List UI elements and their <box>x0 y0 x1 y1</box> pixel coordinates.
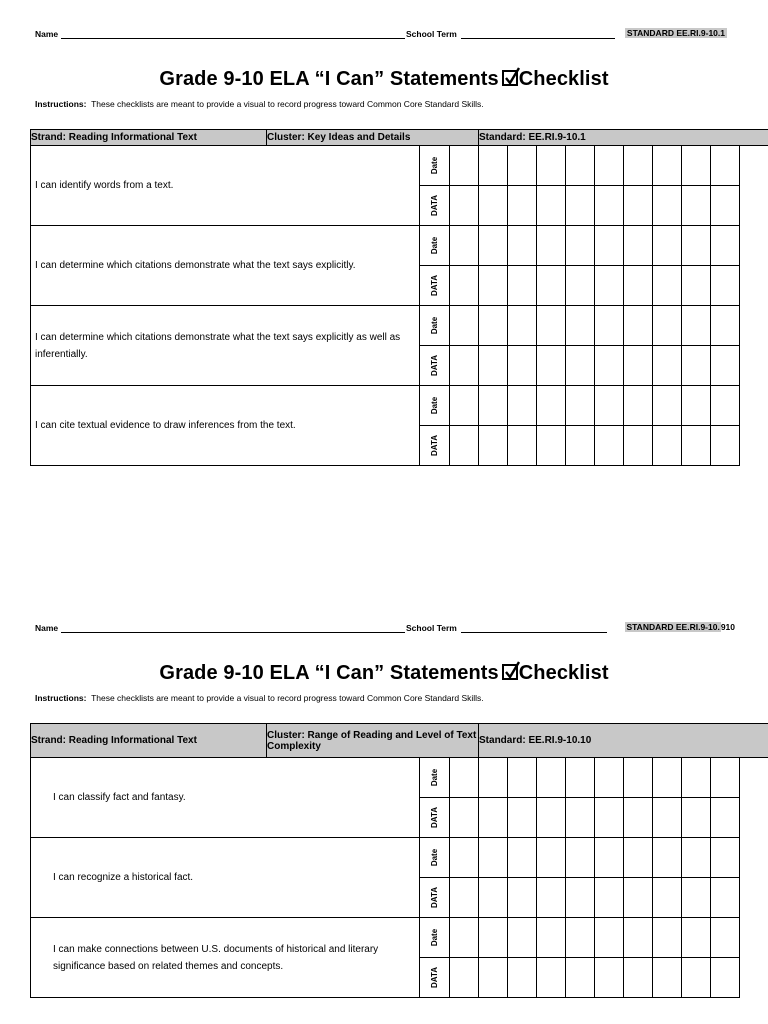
data-label-text: DATA <box>430 194 439 217</box>
data-entry-cell[interactable] <box>711 426 740 466</box>
date-entry-cell[interactable] <box>624 386 653 426</box>
date-entry-cell[interactable] <box>595 758 624 798</box>
date-entry-cell[interactable] <box>682 146 711 186</box>
date-entry-cell[interactable] <box>682 386 711 426</box>
data-label-text: DATA <box>430 806 439 829</box>
data-entry-cell[interactable] <box>537 798 566 838</box>
data-entry-cell[interactable] <box>537 186 566 226</box>
date-entry-cell[interactable] <box>711 306 740 346</box>
data-entry-cell[interactable] <box>624 958 653 998</box>
name-field[interactable] <box>61 38 405 39</box>
data-entry-cell[interactable] <box>595 798 624 838</box>
data-entry-cell[interactable] <box>450 878 479 918</box>
date-entry-cell[interactable] <box>624 306 653 346</box>
data-row-label <box>420 878 450 918</box>
data-entry-cell[interactable] <box>450 266 479 306</box>
school-term-label: School Term <box>406 623 457 633</box>
data-entry-cell[interactable] <box>595 958 624 998</box>
date-entry-cell[interactable] <box>653 386 682 426</box>
data-label-text: DATA <box>430 354 439 377</box>
data-entry-cell[interactable] <box>508 266 537 306</box>
i-can-statement: I can cite textual evidence to draw inferences from the text. <box>31 386 420 466</box>
date-entry-cell[interactable] <box>653 838 682 878</box>
date-row-label <box>420 306 450 346</box>
data-entry-cell[interactable] <box>537 346 566 386</box>
data-entry-cell[interactable] <box>566 266 595 306</box>
header-line <box>35 29 735 43</box>
date-entry-cell[interactable] <box>537 758 566 798</box>
instructions-text: These checklists are meant to provide a visual to record progress toward Common Core Standard Skills. <box>91 693 484 703</box>
data-entry-cell[interactable] <box>450 346 479 386</box>
date-entry-cell[interactable] <box>508 306 537 346</box>
date-row-label <box>420 386 450 426</box>
date-entry-cell[interactable] <box>624 226 653 266</box>
school-term-label: School Term <box>406 29 457 39</box>
data-entry-cell[interactable] <box>682 346 711 386</box>
date-entry-cell[interactable] <box>711 386 740 426</box>
checklist-row-date <box>31 226 768 266</box>
data-entry-cell[interactable] <box>595 878 624 918</box>
date-entry-cell[interactable] <box>508 146 537 186</box>
data-entry-cell[interactable] <box>653 266 682 306</box>
date-label-text: Date <box>430 316 439 335</box>
standard-tag <box>625 622 735 632</box>
table-header-row <box>31 724 768 758</box>
date-label-text: Date <box>430 396 439 415</box>
date-entry-cell[interactable] <box>479 758 508 798</box>
data-entry-cell[interactable] <box>479 266 508 306</box>
data-entry-cell[interactable] <box>653 186 682 226</box>
date-entry-cell[interactable] <box>682 758 711 798</box>
date-entry-cell[interactable] <box>711 838 740 878</box>
name-label: Name <box>35 623 59 633</box>
date-entry-cell[interactable] <box>479 226 508 266</box>
checklist-row-date <box>31 838 768 878</box>
date-entry-cell[interactable] <box>595 146 624 186</box>
date-entry-cell[interactable] <box>711 146 740 186</box>
data-label-text: DATA <box>430 274 439 297</box>
date-label-text: Date <box>430 768 439 787</box>
date-entry-cell[interactable] <box>508 838 537 878</box>
data-entry-cell[interactable] <box>624 798 653 838</box>
name-field[interactable] <box>61 632 405 633</box>
date-entry-cell[interactable] <box>566 226 595 266</box>
date-entry-cell[interactable] <box>653 918 682 958</box>
date-entry-cell[interactable] <box>479 386 508 426</box>
date-entry-cell[interactable] <box>566 306 595 346</box>
data-entry-cell[interactable] <box>595 186 624 226</box>
date-entry-cell[interactable] <box>450 918 479 958</box>
data-entry-cell[interactable] <box>566 878 595 918</box>
date-entry-cell[interactable] <box>682 918 711 958</box>
data-entry-cell[interactable] <box>450 186 479 226</box>
date-entry-cell[interactable] <box>682 838 711 878</box>
standard-tag: STANDARD EE.RI.9-10.1 <box>626 28 725 38</box>
date-entry-cell[interactable] <box>711 918 740 958</box>
strand-cell: Strand: Reading Informational Text <box>31 130 267 146</box>
checklist-row-date <box>31 306 768 346</box>
data-entry-cell[interactable] <box>450 958 479 998</box>
data-entry-cell[interactable] <box>682 958 711 998</box>
checklist-row-date <box>31 758 768 798</box>
data-entry-cell[interactable] <box>537 426 566 466</box>
data-entry-cell[interactable] <box>566 798 595 838</box>
data-entry-cell[interactable] <box>479 186 508 226</box>
date-entry-cell[interactable] <box>479 918 508 958</box>
checkbox-checked-icon <box>502 70 518 86</box>
title-text-suffix: Checklist <box>518 68 609 90</box>
data-entry-cell[interactable] <box>537 878 566 918</box>
data-entry-cell[interactable] <box>653 346 682 386</box>
data-entry-cell[interactable] <box>508 958 537 998</box>
page-title <box>0 662 768 685</box>
date-entry-cell[interactable] <box>479 146 508 186</box>
date-entry-cell[interactable] <box>566 758 595 798</box>
data-row-label <box>420 186 450 226</box>
date-entry-cell[interactable] <box>537 838 566 878</box>
data-entry-cell[interactable] <box>595 426 624 466</box>
data-entry-cell[interactable] <box>566 426 595 466</box>
date-entry-cell[interactable] <box>595 226 624 266</box>
date-row-label <box>420 838 450 878</box>
date-entry-cell[interactable] <box>624 146 653 186</box>
data-entry-cell[interactable] <box>537 958 566 998</box>
date-entry-cell[interactable] <box>537 146 566 186</box>
date-entry-cell[interactable] <box>537 918 566 958</box>
data-label-text: DATA <box>430 886 439 909</box>
title-text: Grade 9-10 ELA “I Can” Statements <box>159 68 499 90</box>
data-entry-cell[interactable] <box>682 186 711 226</box>
header-line <box>35 623 735 637</box>
standard-cell: Standard: EE.RI.9-10.10 <box>479 724 768 758</box>
data-entry-cell[interactable] <box>566 958 595 998</box>
date-entry-cell[interactable] <box>508 918 537 958</box>
i-can-statement: I can determine which citations demonstrate what the text says explicitly. <box>31 226 420 306</box>
data-entry-cell[interactable] <box>682 426 711 466</box>
date-entry-cell[interactable] <box>508 226 537 266</box>
title-text: Grade 9-10 ELA “I Can” Statements <box>159 662 499 684</box>
page-title <box>0 68 768 91</box>
table-header-row <box>31 130 768 146</box>
date-label-text: Date <box>430 928 439 947</box>
date-entry-cell[interactable] <box>624 838 653 878</box>
date-entry-cell[interactable] <box>653 146 682 186</box>
instructions <box>35 693 755 703</box>
date-entry-cell[interactable] <box>711 226 740 266</box>
standard-cell: Standard: EE.RI.9-10.1 <box>479 130 768 146</box>
i-can-statement: I can determine which citations demonstrate what the text says explicitly as well as inferentially. <box>31 306 420 386</box>
date-row-label <box>420 226 450 266</box>
date-entry-cell[interactable] <box>653 226 682 266</box>
instructions-label: Instructions: <box>35 99 87 109</box>
data-entry-cell[interactable] <box>624 426 653 466</box>
i-can-statement: I can identify words from a text. <box>31 146 420 226</box>
data-entry-cell[interactable] <box>566 346 595 386</box>
date-entry-cell[interactable] <box>624 918 653 958</box>
date-entry-cell[interactable] <box>566 838 595 878</box>
data-entry-cell[interactable] <box>566 186 595 226</box>
date-entry-cell[interactable] <box>450 838 479 878</box>
instructions-label: Instructions: <box>35 693 87 703</box>
date-entry-cell[interactable] <box>537 386 566 426</box>
data-row-label <box>420 426 450 466</box>
date-row-label <box>420 146 450 186</box>
data-entry-cell[interactable] <box>711 266 740 306</box>
data-entry-cell[interactable] <box>624 346 653 386</box>
data-label-text: DATA <box>430 434 439 457</box>
date-entry-cell[interactable] <box>450 226 479 266</box>
name-label: Name <box>35 29 59 39</box>
checklist-table <box>30 723 768 998</box>
i-can-statement: I can recognize a historical fact. <box>31 838 420 918</box>
i-can-statement: I can make connections between U.S. documents of historical and literary significance based on related themes and concepts. <box>31 918 420 998</box>
data-row-label <box>420 346 450 386</box>
data-entry-cell[interactable] <box>653 958 682 998</box>
data-row-label <box>420 798 450 838</box>
data-entry-cell[interactable] <box>479 878 508 918</box>
date-entry-cell[interactable] <box>508 758 537 798</box>
date-entry-cell[interactable] <box>653 758 682 798</box>
instructions-text: These checklists are meant to provide a visual to record progress toward Common Core Standard Skills. <box>91 99 484 109</box>
date-entry-cell[interactable] <box>508 386 537 426</box>
data-entry-cell[interactable] <box>479 958 508 998</box>
checklist-row-date <box>31 146 768 186</box>
date-entry-cell[interactable] <box>566 918 595 958</box>
date-entry-cell[interactable] <box>479 306 508 346</box>
date-label-text: Date <box>430 236 439 255</box>
standard-tag-highlight: STANDARD EE.RI.9-10. <box>626 622 720 632</box>
data-entry-cell[interactable] <box>479 346 508 386</box>
date-entry-cell[interactable] <box>450 146 479 186</box>
instructions <box>35 99 755 109</box>
date-entry-cell[interactable] <box>711 758 740 798</box>
data-entry-cell[interactable] <box>682 266 711 306</box>
date-label-text: Date <box>430 848 439 867</box>
date-entry-cell[interactable] <box>595 306 624 346</box>
title-text-suffix: Checklist <box>518 662 609 684</box>
data-entry-cell[interactable] <box>479 798 508 838</box>
date-row-label <box>420 918 450 958</box>
date-entry-cell[interactable] <box>537 306 566 346</box>
checklist-row-date <box>31 386 768 426</box>
date-entry-cell[interactable] <box>653 306 682 346</box>
data-entry-cell[interactable] <box>595 266 624 306</box>
date-entry-cell[interactable] <box>595 918 624 958</box>
data-entry-cell[interactable] <box>450 426 479 466</box>
data-entry-cell[interactable] <box>450 798 479 838</box>
date-label-text: Date <box>430 156 439 175</box>
data-row-label <box>420 958 450 998</box>
data-entry-cell[interactable] <box>508 798 537 838</box>
school-term-field[interactable] <box>461 38 615 39</box>
date-entry-cell[interactable] <box>566 386 595 426</box>
checklist-table <box>30 129 768 466</box>
cluster-cell: Cluster: Key Ideas and Details <box>267 130 479 146</box>
date-entry-cell[interactable] <box>450 306 479 346</box>
date-entry-cell[interactable] <box>595 838 624 878</box>
cluster-cell: Cluster: Range of Reading and Level of Text Complexity <box>267 724 479 758</box>
data-entry-cell[interactable] <box>711 798 740 838</box>
data-entry-cell[interactable] <box>653 426 682 466</box>
data-entry-cell[interactable] <box>595 346 624 386</box>
date-entry-cell[interactable] <box>450 386 479 426</box>
school-term-field[interactable] <box>461 632 607 633</box>
date-entry-cell[interactable] <box>624 758 653 798</box>
date-entry-cell[interactable] <box>682 226 711 266</box>
data-entry-cell[interactable] <box>624 878 653 918</box>
data-entry-cell[interactable] <box>624 266 653 306</box>
data-entry-cell[interactable] <box>653 798 682 838</box>
checklist-row-date <box>31 918 768 958</box>
data-entry-cell[interactable] <box>653 878 682 918</box>
data-entry-cell[interactable] <box>479 426 508 466</box>
data-entry-cell[interactable] <box>711 958 740 998</box>
date-entry-cell[interactable] <box>537 226 566 266</box>
date-entry-cell[interactable] <box>479 838 508 878</box>
data-row-label <box>420 266 450 306</box>
date-entry-cell[interactable] <box>595 386 624 426</box>
data-entry-cell[interactable] <box>508 426 537 466</box>
data-entry-cell[interactable] <box>508 346 537 386</box>
standard-tag-suffix: 910 <box>720 622 735 632</box>
strand-cell: Strand: Reading Informational Text <box>31 724 267 758</box>
data-entry-cell[interactable] <box>537 266 566 306</box>
data-entry-cell[interactable] <box>711 346 740 386</box>
date-entry-cell[interactable] <box>450 758 479 798</box>
data-entry-cell[interactable] <box>711 878 740 918</box>
data-entry-cell[interactable] <box>508 878 537 918</box>
i-can-statement: I can classify fact and fantasy. <box>31 758 420 838</box>
data-entry-cell[interactable] <box>624 186 653 226</box>
data-entry-cell[interactable] <box>682 878 711 918</box>
checkbox-checked-icon <box>502 664 518 680</box>
date-entry-cell[interactable] <box>682 306 711 346</box>
date-entry-cell[interactable] <box>566 146 595 186</box>
data-entry-cell[interactable] <box>682 798 711 838</box>
data-label-text: DATA <box>430 966 439 989</box>
date-row-label <box>420 758 450 798</box>
data-entry-cell[interactable] <box>508 186 537 226</box>
data-entry-cell[interactable] <box>711 186 740 226</box>
